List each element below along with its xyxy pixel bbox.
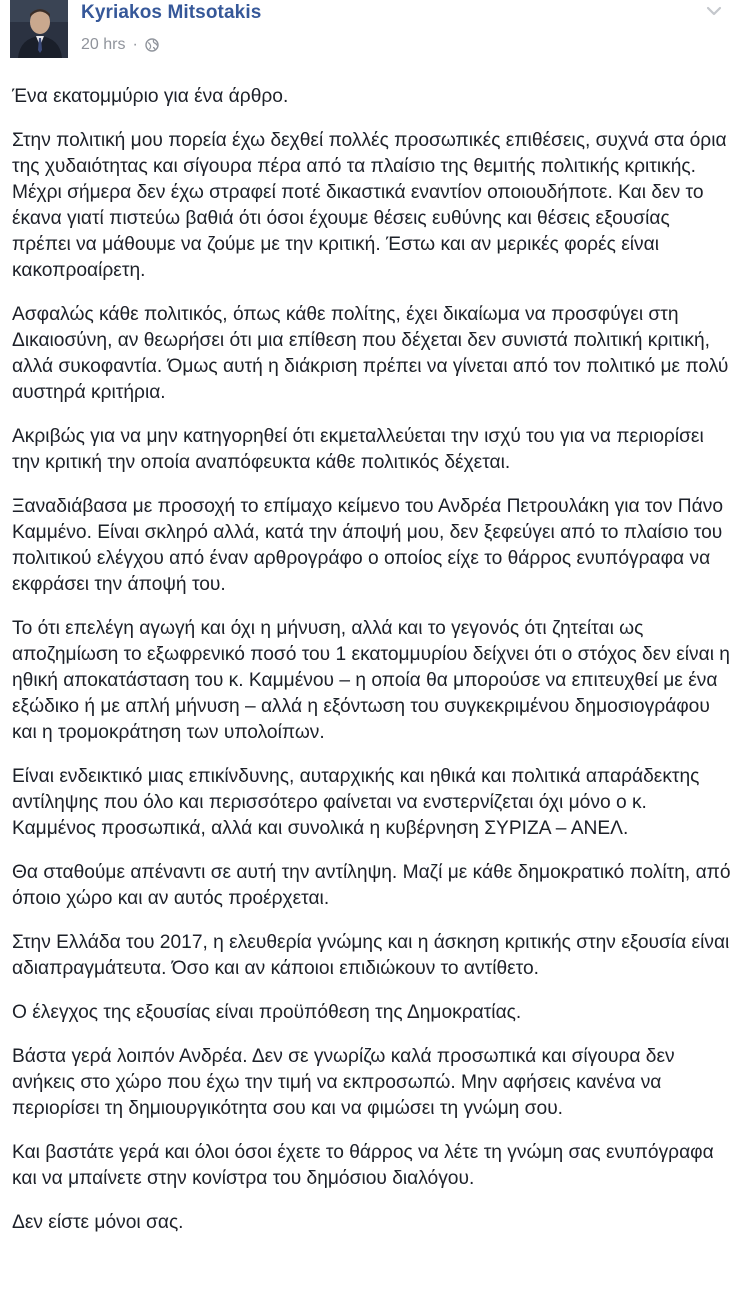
- meta-separator: ·: [132, 36, 138, 53]
- post-paragraph: Στην πολιτική μου πορεία έχω δεχθεί πολλές προσωπικές επιθέσεις, συχνά στα όρια της χυδαιότητας και σίγουρα πέρα από τα πλαίσιο της θεμιτής πολιτικής κριτικής. Μέχρι σήμερα δεν έχω στραφεί ποτέ δικαστικά εναντίον οποιουδήποτε. Και δεν το έκανα γιατί πιστεύω βαθιά ότι όσοι έχουμε θέσεις ευθύνης και θέσεις εξουσίας πρέπει να μάθουμε να ζούμε με την κριτική. Έστω και αν μερικές φορές είναι κακοπροαίρετη.: [12, 130, 727, 281]
- post-header: [10, 0, 725, 62]
- post-paragraph: Ξαναδιάβασα με προσοχή το επίμαχο κείμενο του Ανδρέα Πετρουλάκη για τον Πάνο Καμμένο. Είναι σκληρό αλλά, κατά την άποψή μου, δεν ξεφεύγει από το πλαίσιο του πολιτικού ελέγχου από έναν αρθρογράφο ο οποίος είχε το θάρρος ενυπόγραφα να εκφράσει την άποψή του.: [12, 496, 724, 595]
- globe-icon[interactable]: [145, 38, 159, 52]
- post-paragraph: Είναι ενδεικτικό μιας επικίνδυνης, αυταρχικής και ηθικά και πολιτικά απαράδεκτης αντίληψης που όλο και περισσότερο φαίνεται να ενστερνίζεται όχι μόνο ο κ. Καμμένος προσωπικά, αλλά και συνολικά η κυβέρνηση ΣΥΡΙΖΑ – ΑΝΕΛ.: [12, 766, 700, 839]
- post-paragraph: Βάστα γερά λοιπόν Ανδρέα. Δεν σε γνωρίζω καλά προσωπικά και σίγουρα δεν ανήκεις στο χώρο που έχω την τιμή να εκπροσωπώ. Μην αφήσεις κανένα να περιορίσει τη δημιουργικότητα σου και να φιμώσει τη γνώμη σου.: [12, 1046, 675, 1119]
- avatar[interactable]: [10, 0, 68, 58]
- author-name-link[interactable]: Kyriakos Mitsotakis: [81, 2, 262, 23]
- post-paragraph: Ένα εκατομμύριο για ένα άρθρο.: [12, 86, 289, 107]
- chevron-down-icon[interactable]: [703, 2, 725, 20]
- post-paragraph: Θα σταθούμε απέναντι σε αυτή την αντίληψη. Μαζί με κάθε δημοκρατικό πολίτη, από όποιο χώρο και αν αυτός προέρχεται.: [12, 862, 731, 909]
- post-timestamp[interactable]: 20 hrs: [81, 36, 126, 53]
- post-paragraph: Το ότι επελέγη αγωγή και όχι η μήνυση, αλλά και το γεγονός ότι ζητείται ως αποζημίωση το εξωφρενικό ποσό του 1 εκατομμυρίου δείχνει ότι ο στόχος δεν είναι η ηθική αποκατάσταση του κ. Καμμένου – η οποία θα μπορούσε να επιτευχθεί με ένα εξώδικο ή με απλή μήνυση – αλλά η εξόντωση του συγκεκριμένου δημοσιογράφου και η τρομοκράτηση των υπολοίπων.: [12, 618, 730, 743]
- post-meta: [81, 36, 159, 54]
- avatar-portrait: [10, 0, 68, 58]
- post-paragraph: Στην Ελλάδα του 2017, η ελευθερία γνώμης και η άσκηση κριτικής στην εξουσία είναι αδιαπραγμάτευτα. Όσο και αν κάποιοι επιδιώκουν το αντίθετο.: [12, 932, 730, 979]
- post-body: [12, 84, 732, 1254]
- post-paragraph: Ακριβώς για να μην κατηγορηθεί ότι εκμεταλλεύεται την ισχύ του για να περιορίσει την κριτική την οποία αναπόφευκτα κάθε πολιτικός δέχεται.: [12, 426, 704, 473]
- post-paragraph: Ασφαλώς κάθε πολιτικός, όπως κάθε πολίτης, έχει δικαίωμα να προσφύγει στη Δικαιοσύνη, αν θεωρήσει ότι μια επίθεση που δέχεται δεν συνιστά πολιτική κριτική, αλλά συκοφαντία. Όμως αυτή η διάκριση πρέπει να γίνεται από τον πολιτικό με πολύ αυστηρά κριτήρια.: [12, 304, 729, 403]
- post-paragraph: Δεν είστε μόνοι σας.: [12, 1212, 184, 1233]
- post-paragraph: Ο έλεγχος της εξουσίας είναι προϋπόθεση της Δημοκρατίας.: [12, 1002, 522, 1023]
- post-paragraph: Και βαστάτε γερά και όλοι όσοι έχετε το θάρρος να λέτε τη γνώμη σας ενυπόγραφα και να μπαίνετε στην κονίστρα του δημόσιου διαλόγου.: [12, 1142, 714, 1189]
